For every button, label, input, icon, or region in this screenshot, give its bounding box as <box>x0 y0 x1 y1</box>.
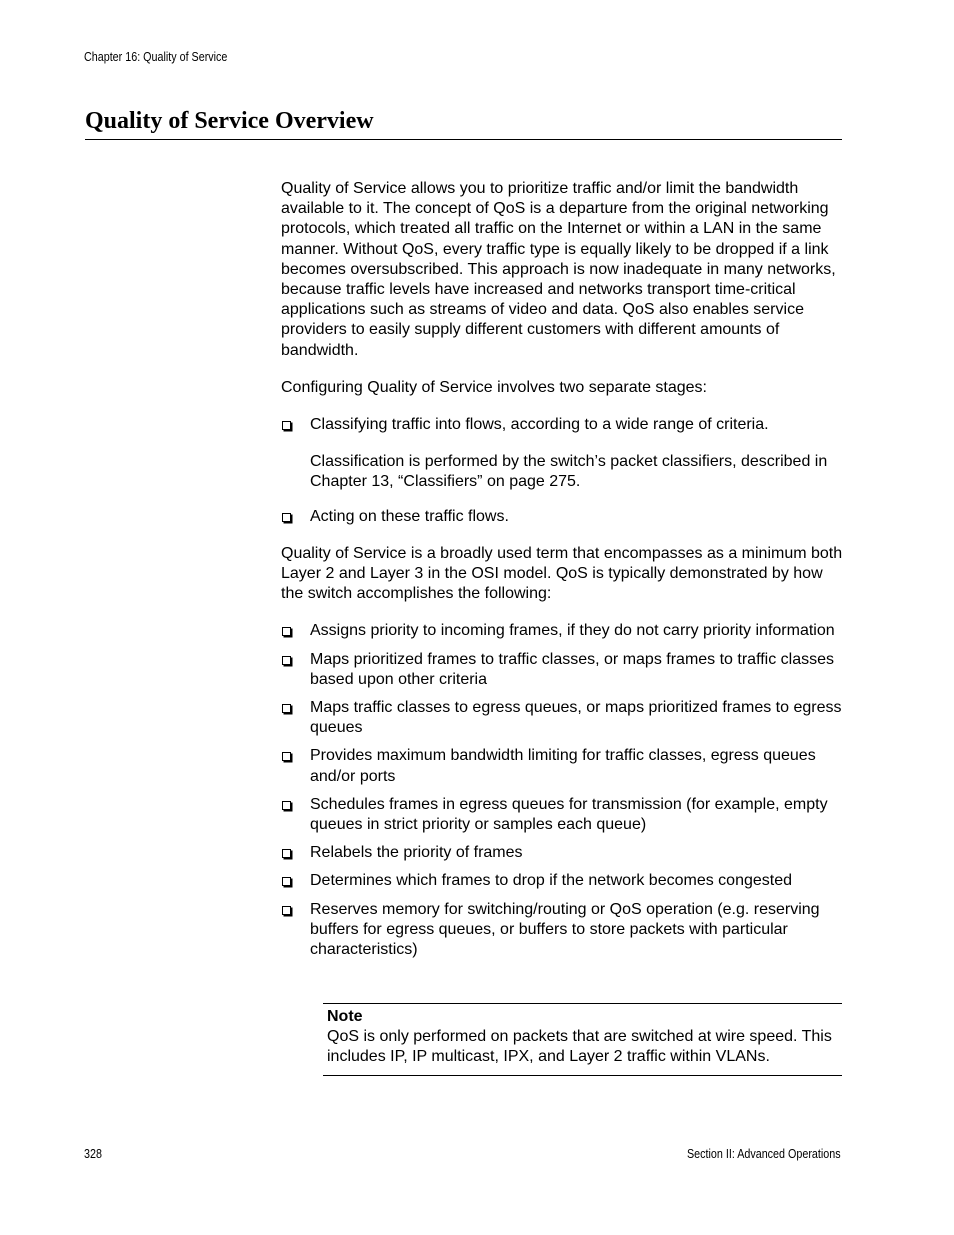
checkbox-bullet-icon <box>282 704 291 713</box>
osi-paragraph: Quality of Service is a broadly used term that encompasses as a minimum both Layer 2 and Layer 3 in the OSI model. QoS is typically demonstrated by how the switch accomplishes the following: <box>281 544 843 603</box>
list-item-text: Maps prioritized frames to traffic classes, or maps frames to traffic classes based upon other criteria <box>310 650 835 688</box>
footer-section: Section II: Advanced Operations <box>687 1147 841 1161</box>
list-item <box>281 415 843 435</box>
checkbox-bullet-icon <box>282 513 291 522</box>
list-item-text: Classifying traffic into flows, according to a wide range of criteria. <box>310 416 769 434</box>
note-text: QoS is only performed on packets that are switched at wire speed. This includes IP, IP multicast, IPX, and Layer 2 traffic within VLANs. <box>327 1028 832 1066</box>
list-item <box>281 746 843 786</box>
list-item <box>281 698 843 738</box>
checkbox-bullet-icon <box>282 627 291 636</box>
running-head: Chapter 16: Quality of Service <box>84 50 228 64</box>
checkbox-bullet-icon <box>282 421 291 430</box>
list-item <box>281 795 843 835</box>
page-number: 328 <box>84 1147 102 1161</box>
list-item <box>281 507 843 527</box>
list-item-text: Provides maximum bandwidth limiting for traffic classes, egress queues and/or ports <box>310 747 816 785</box>
list-item <box>281 650 843 690</box>
title-rule <box>85 139 842 140</box>
list-item-text: Relabels the priority of frames <box>310 844 523 862</box>
list-item-text: Acting on these traffic flows. <box>310 507 509 525</box>
list-item-text: Determines which frames to drop if the network becomes congested <box>310 872 793 890</box>
list-item-text: Schedules frames in egress queues for transmission (for example, empty queues in strict priority or samples each queue) <box>310 795 828 834</box>
list-item <box>281 621 843 641</box>
list-item-text: Assigns priority to incoming frames, if they do not carry priority information <box>310 622 835 640</box>
note-box <box>323 1003 842 1076</box>
checkbox-bullet-icon <box>282 849 291 858</box>
checkbox-bullet-icon <box>282 752 291 761</box>
list-item-text: Reserves memory for switching/routing or QoS operation (e.g. reserving buffers for egress queues, or buffers to store packets with particular characteristics) <box>310 900 820 959</box>
list-item <box>281 900 843 961</box>
note-label: Note <box>327 1008 363 1025</box>
body-text <box>281 179 843 960</box>
list-item <box>281 871 843 891</box>
list-item-text: Maps traffic classes to egress queues, or maps prioritized frames to egress queues <box>310 699 842 737</box>
checkbox-bullet-icon <box>282 656 291 665</box>
page-title: Quality of Service Overview <box>85 108 374 134</box>
stages-list <box>281 415 843 435</box>
functions-list <box>281 621 843 960</box>
stages-intro-paragraph: Configuring Quality of Service involves two separate stages: <box>281 378 707 396</box>
checkbox-bullet-icon <box>282 906 291 915</box>
checkbox-bullet-icon <box>282 877 291 886</box>
classification-paragraph: Classification is performed by the switch’s packet classifiers, described in Chapter 13, “Classifiers” on page 275. <box>310 453 828 491</box>
intro-paragraph: Quality of Service allows you to prioritize traffic and/or limit the bandwidth available to it. The concept of QoS is a departure from the original networking protocols, which treated all traffic on the Internet or within a LAN in the same manner. Without QoS, every traffic type is equally likely to be dropped if a link becomes oversubscribed. This approach is now inadequate in many networks, because traffic levels have increased and networks transport time-critical applications such as streams of video and data. QoS also enables service providers to easily supply different customers with different amounts of bandwidth. <box>281 180 836 359</box>
checkbox-bullet-icon <box>282 801 291 810</box>
list-item <box>281 843 843 863</box>
stages-list-continued <box>281 507 843 527</box>
